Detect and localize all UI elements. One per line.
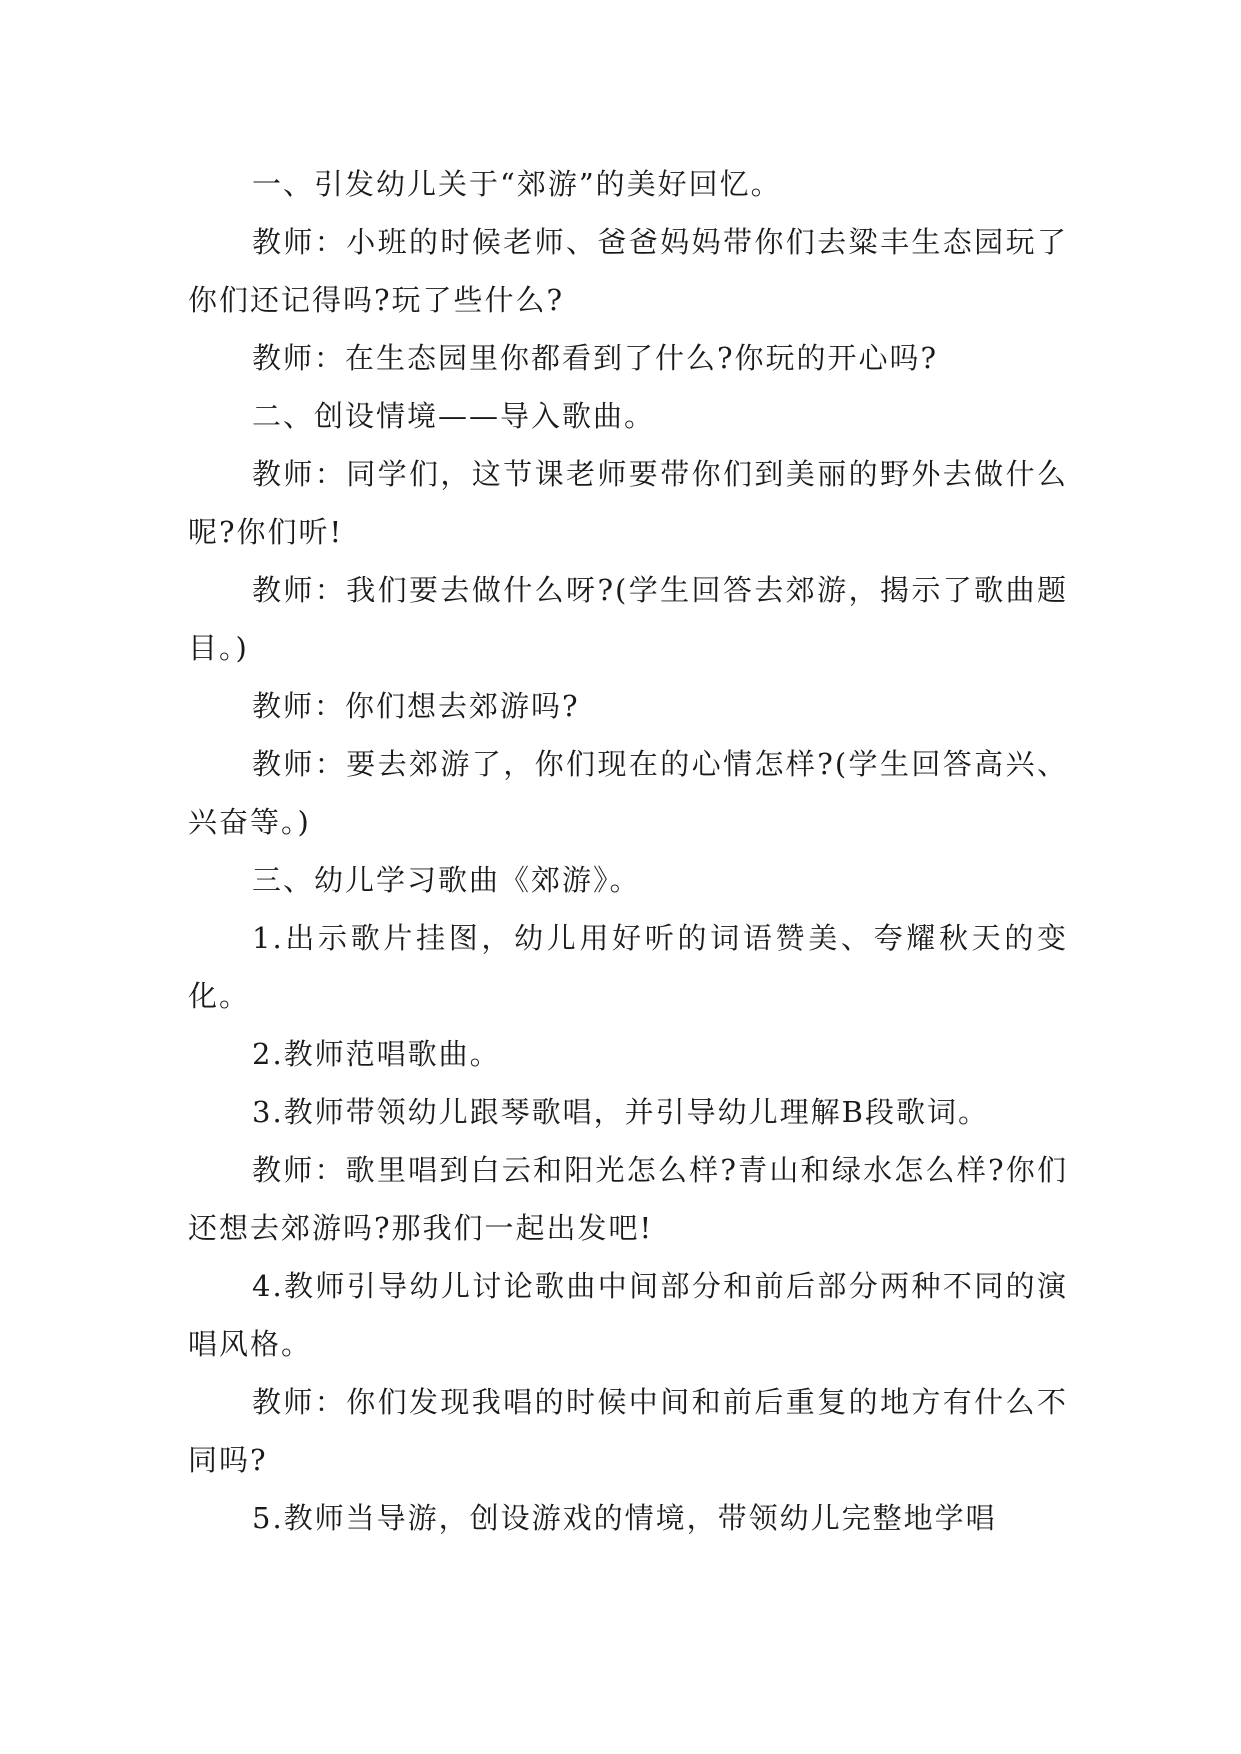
section-heading-2: 二、创设情境——导入歌曲。 (252, 399, 656, 433)
paragraph: 教师：你们发现我唱的时候中间和前后重复的地方有什么不同吗? (188, 1385, 1068, 1477)
paragraph: 教师：你们想去郊游吗? (252, 689, 580, 723)
document-body (188, 155, 1068, 1547)
section-heading-1: 一、引发幼儿关于“郊游”的美好回忆。 (252, 167, 782, 201)
paragraph: 教师：我们要去做什么呀?(学生回答去郊游，揭示了歌曲题目。) (188, 573, 1068, 665)
list-item: 1.出示歌片挂图，幼儿用好听的词语赞美、夸耀秋天的变化。 (188, 921, 1068, 1013)
paragraph: 教师：同学们，这节课老师要带你们到美丽的野外去做什么呢?你们听! (188, 457, 1068, 549)
list-item: 5.教师当导游，创设游戏的情境，带领幼儿完整地学唱 (252, 1501, 997, 1535)
list-item: 3.教师带领幼儿跟琴歌唱，并引导幼儿理解B段歌词。 (252, 1095, 989, 1129)
paragraph: 教师：要去郊游了，你们现在的心情怎样?(学生回答高兴、兴奋等。) (188, 747, 1068, 839)
list-item: 2.教师范唱歌曲。 (252, 1037, 501, 1071)
section-heading-3: 三、幼儿学习歌曲《郊游》。 (252, 863, 641, 897)
paragraph: 教师：小班的时候老师、爸爸妈妈带你们去粱丰生态园玩了你们还记得吗?玩了些什么? (188, 225, 1068, 317)
paragraph: 教师：在生态园里你都看到了什么?你玩的开心吗? (252, 341, 939, 375)
list-item: 4.教师引导幼儿讨论歌曲中间部分和前后部分两种不同的演唱风格。 (188, 1269, 1068, 1361)
paragraph: 教师：歌里唱到白云和阳光怎么样?青山和绿水怎么样?你们还想去郊游吗?那我们一起出发吧! (188, 1153, 1068, 1245)
